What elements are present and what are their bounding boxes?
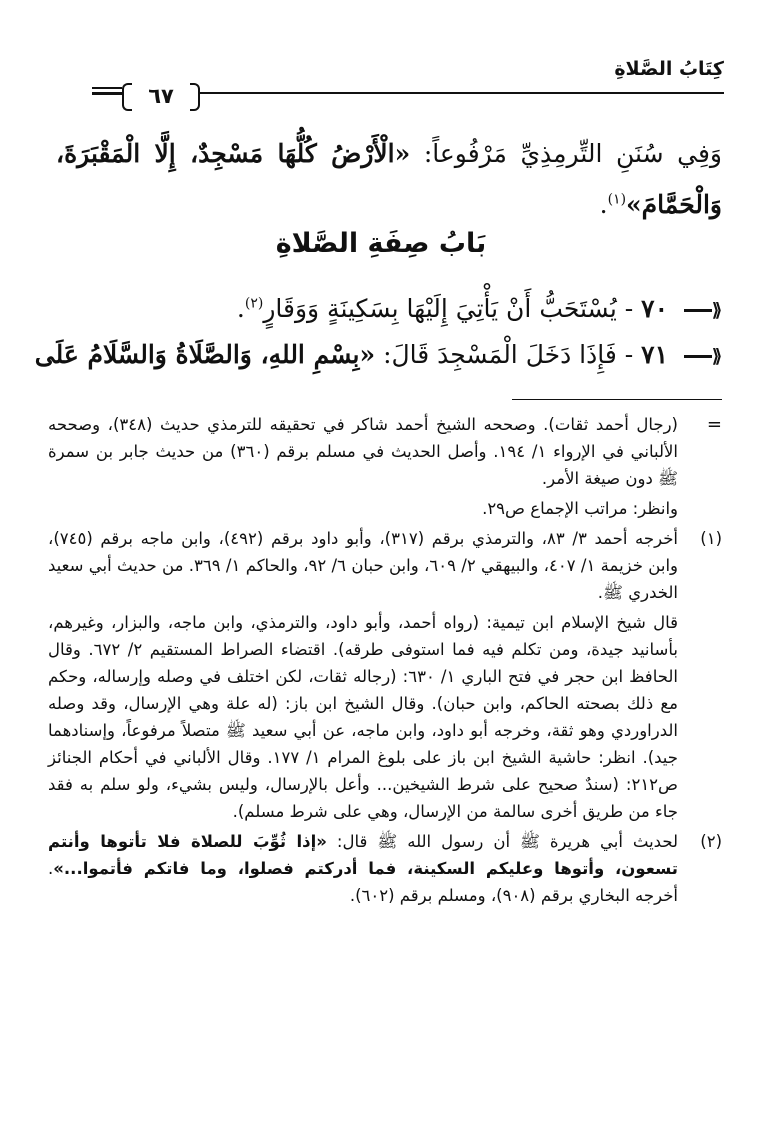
rule-dash-icon: ⟪ xyxy=(684,302,722,320)
bracket-left-icon xyxy=(122,83,132,111)
intro-hadith: «الْأَرْضُ كُلُّهَا مَسْجِدٌ، إِلَّا الْمَقْبَرَةَ، وَالْحَمَّامَ» xyxy=(56,139,722,219)
footnote-separator xyxy=(512,399,722,400)
rule-dash-icon: ⟪ xyxy=(684,348,722,366)
footnote-1 xyxy=(48,525,722,828)
header-ornament xyxy=(92,87,122,99)
rule-number: ٧٠ xyxy=(641,294,669,323)
footnote-lead: لحديث أبي هريرة ﷺ أن رسول الله ﷺ قال: xyxy=(326,832,679,851)
intro-end: . xyxy=(599,190,608,219)
footnote-ref-1[interactable]: (١) xyxy=(607,191,627,208)
rule-text: يُسْتَحَبُّ أَنْ يَأْتِيَ إِلَيْهَا بِسَكِينَةٍ وَوَقَارٍ xyxy=(263,294,617,323)
footnote-marker: (١) xyxy=(700,529,722,548)
intro-text: وَفِي سُنَنِ التِّرمِذِيِّ مَرْفُوعاً: xyxy=(410,139,722,168)
footnote-marker: = xyxy=(706,414,722,435)
rule-number: ٧١ xyxy=(641,340,669,369)
footnote-tail: . أخرجه البخاري برقم (٩٠٨)، ومسلم برقم (٦٠٢). xyxy=(48,859,678,905)
intro-paragraph xyxy=(56,128,722,230)
footnote-quote: «إذا ثُوِّبَ للصلاة فلا تأتوها وأنتم تسعون، وأتوها وعليكم السكينة، فما أدركتم فصلوا، وما فاتكم فأتموا...» xyxy=(48,832,678,878)
running-title: كِتَابُ الصَّلاةِ xyxy=(614,58,724,80)
rule-end: . xyxy=(236,294,245,323)
footnote-paragraph: أخرجه أحمد ٣/ ٨٣، والترمذي برقم (٣١٧)، وأبو داود برقم (٤٩٢)، وابن ماجه برقم (٧٤٥)، وابن خزيمة ١/ ٤٠٧، والبيهقي ٢/ ٦٠٩، وابن حبان ٦/ ٩٢، والحاكم ١/ ٣٦٩. من حديث أبي سعيد الخدري ﷺ. xyxy=(48,529,678,602)
section-heading: بَابُ صِفَةِ الصَّلاةِ xyxy=(275,228,487,259)
page-number: ٦٧ xyxy=(148,83,174,108)
footnotes xyxy=(48,411,722,912)
rule-text: فَإِذَا دَخَلَ الْمَسْجِدَ قَالَ: xyxy=(375,340,617,369)
rule-hadith: «بِسْمِ اللهِ، وَالصَّلَاةُ وَالسَّلَامُ عَلَى xyxy=(34,340,376,369)
bracket-right-icon xyxy=(190,83,200,111)
footnote-2 xyxy=(48,828,722,912)
footnote-ref-2[interactable]: (٢) xyxy=(244,295,264,312)
footnote-continuation xyxy=(48,411,722,525)
footnote-marker: (٢) xyxy=(700,832,722,851)
footnote-paragraph xyxy=(48,828,678,909)
footnote-paragraph: وانظر: مراتب الإجماع ص٢٩. xyxy=(482,499,678,518)
footnote-paragraph: (رجال أحمد ثقات). وصححه الشيخ أحمد شاكر في تحقيقه للترمذي حديث (٣٤٨)، وصححه الألباني في الإرواء ١/ ١٩٤. وأصل الحديث في مسلم برقم (٣٦٠) من حديث جابر بن سمرة ﷺ دون صيغة الأمر. xyxy=(48,415,678,488)
page-number-frame xyxy=(122,83,200,109)
footnote-paragraph: قال شيخ الإسلام ابن تيمية: (رواه أحمد، وأبو داود، والترمذي، وابن ماجه، والبزار، وغيرهم، بأسانيد جيدة، ومن تكلم فيه فما استوفى طرقه). اقتضاء الصراط المستقيم ٢/ ٦٧٢. وقال الحافظ ابن حجر في فتح الباري ١/ ٦٣٠: (رجاله ثقات، لكن اختلف في وصله وإرساله، وحكم مع ذلك بصحته الحاكم، وابن حبان). وقال الشيخ ابن باز: (له علة وهي الإرسال، وقد وصله الدراوردي وهو ثقة، وخرجه أبو داود، وابن ماجه، عن أبي سعيد ﷺ متصلاً مرفوعاً، وإسنادهما جيد). انظر: حاشية الشيخ ابن باز على بلوغ المرام ١/ ١٧٧. وقال الألباني في أحكام الجنائز ص٢١٢: (سندٌ صحيح على شرط الشيخين... وأعل بالإرسال، وليس بشيء، ولو سلم به فقد جاء من طريق أخرى سالمة من الإرسال، وهي على شرط مسلم). xyxy=(48,613,678,821)
rule-71: ⟪ ٧١ - فَإِذَا دَخَلَ الْمَسْجِدَ قَالَ: «بِسْمِ اللهِ، وَالصَّلَاةُ وَالسَّلَامُ عَلَى xyxy=(34,340,722,369)
rule-70: ⟪ ٧٠ - يُسْتَحَبُّ أَنْ يَأْتِيَ إِلَيْهَا بِسَكِينَةٍ وَوَقَارٍ$^{(٢)}$. xyxy=(236,294,722,323)
